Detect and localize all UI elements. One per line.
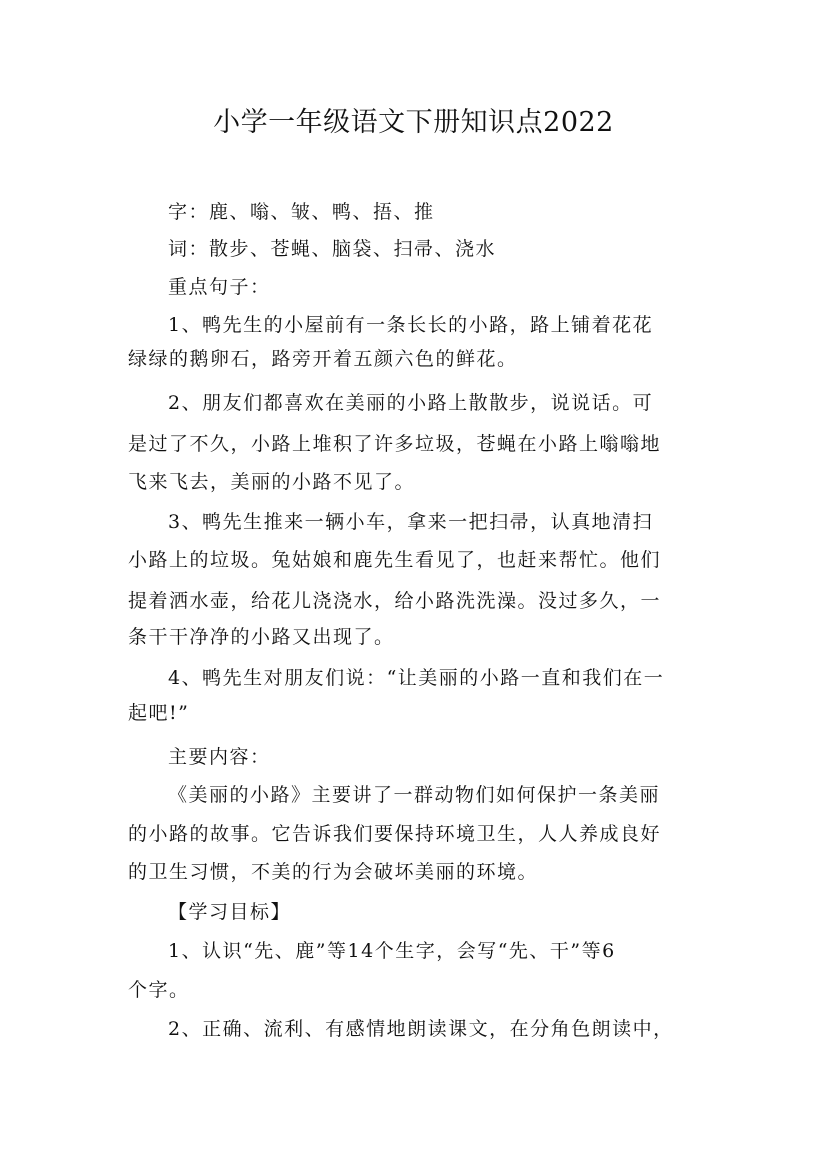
paragraph-line: 4、鸭先生对朋友们说：“让美丽的小路一直和我们在一 [168,667,665,689]
paragraph-line: 《美丽的小路》主要讲了一群动物们如何保护一条美丽 [168,784,661,806]
paragraph-line: 个字。 [128,979,190,1001]
paragraph-line: 2、朋友们都喜欢在美丽的小路上散散步，说说话。可 [168,392,654,414]
paragraph-line: 飞来飞去，美丽的小路不见了。 [128,471,416,493]
paragraph-line: 2、正确、流利、有感情地朗读课文，在分角色朗读中， [168,1018,674,1040]
document-title: 小学一年级语文下册知识点2022 [213,107,614,138]
paragraph-line: 小路上的垃圾。兔姑娘和鹿先生看见了，也赶来帮忙。他们 [128,549,662,571]
paragraph-line: 的卫生习惯，不美的行为会破坏美丽的环境。 [128,861,539,883]
paragraph-line: 词：散步、苍蝇、脑袋、扫帚、浇水 [168,238,497,260]
paragraph-line: 3、鸭先生推来一辆小车，拿来一把扫帚，认真地清扫 [168,511,654,533]
paragraph-line: 是过了不久，小路上堆积了许多垃圾，苍蝇在小路上嗡嗡地 [128,433,662,455]
paragraph-line: 条干干净净的小路又出现了。 [128,626,395,648]
paragraph-line: 绿绿的鹅卵石，路旁开着五颜六色的鲜花。 [128,348,518,370]
paragraph-line: 提着洒水壶，给花儿浇浇水，给小路洗洗澡。没过多久，一 [128,590,662,612]
paragraph-line: 起吧!” [128,702,190,724]
paragraph-line: 重点句子： [168,276,271,298]
paragraph-line: 【学习目标】 [168,901,292,923]
paragraph-line: 1、鸭先生的小屋前有一条长长的小路，路上铺着花花 [168,314,654,336]
paragraph-line: 字：鹿、嗡、皱、鸭、捂、推 [168,201,435,223]
paragraph-line: 1、认识“先、鹿”等14个生字，会写“先、干”等6 [168,940,616,962]
paragraph-line: 的小路的故事。它告诉我们要保持环境卫生，人人养成良好 [128,823,662,845]
paragraph-line: 主要内容： [168,746,271,768]
